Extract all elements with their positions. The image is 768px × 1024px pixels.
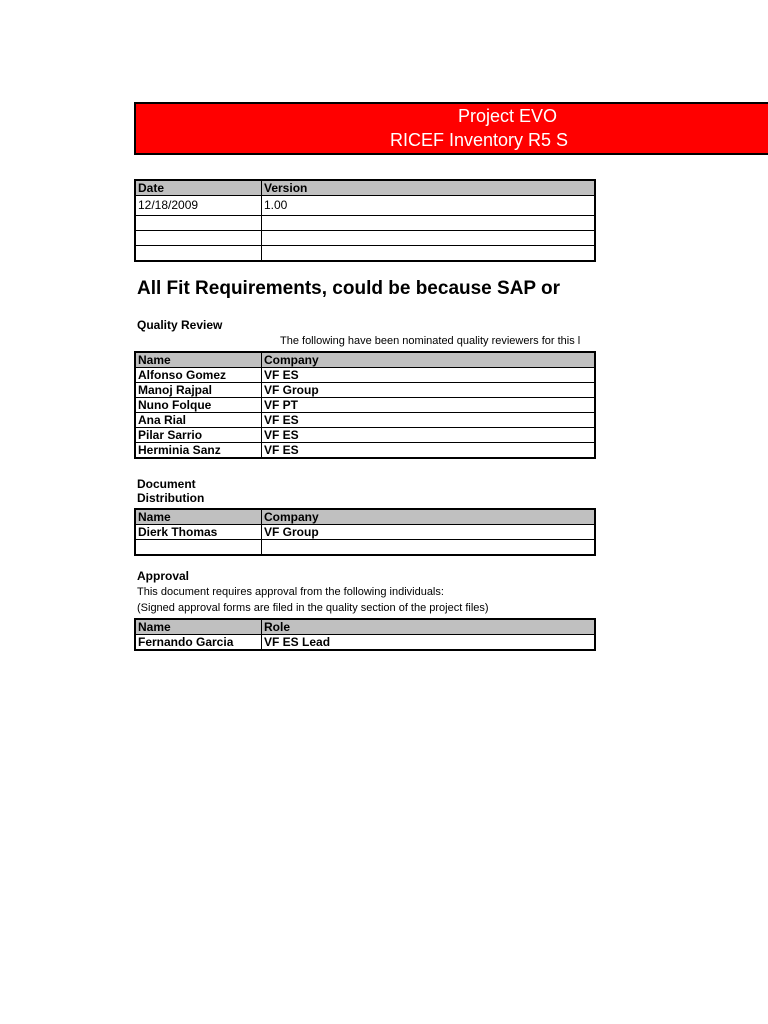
cell-company[interactable]: VF ES	[262, 368, 596, 383]
cell-name[interactable]: Fernando Garcia	[135, 635, 262, 651]
distribution-title-line2: Distribution	[137, 491, 205, 505]
table-row	[135, 398, 595, 413]
header-name: Name	[135, 509, 262, 525]
distribution-title-line1: Document	[137, 477, 196, 491]
cell-name[interactable]	[135, 540, 262, 556]
cell-role[interactable]: VF ES Lead	[262, 635, 596, 651]
table-header-row	[135, 619, 595, 635]
table-row	[135, 540, 595, 556]
table-row	[135, 428, 595, 443]
table-row	[135, 635, 595, 651]
quality-review-title: Quality Review	[137, 318, 223, 332]
distribution-table	[134, 508, 596, 556]
table-row	[135, 413, 595, 428]
cell-name[interactable]: Ana Rial	[135, 413, 262, 428]
cell-company[interactable]: VF ES	[262, 443, 596, 459]
cell-name[interactable]: Alfonso Gomez	[135, 368, 262, 383]
header-date: Date	[135, 180, 262, 196]
cell-company[interactable]: VF ES	[262, 428, 596, 443]
approval-filing-note: (Signed approval forms are filed in the quality section of the project files)	[137, 602, 489, 614]
cell-name[interactable]: Herminia Sanz	[135, 443, 262, 459]
cell-company[interactable]: VF ES	[262, 413, 596, 428]
table-row	[135, 443, 595, 459]
cell-company[interactable]: VF PT	[262, 398, 596, 413]
main-heading: All Fit Requirements, could be because SAP or	[137, 278, 561, 299]
cell-company[interactable]: VF Group	[262, 383, 596, 398]
table-header-row	[135, 509, 595, 525]
cell-date[interactable]: 12/18/2009	[135, 196, 262, 216]
cell-name[interactable]: Nuno Folque	[135, 398, 262, 413]
approval-table	[134, 618, 596, 651]
cell-version[interactable]: 1.00	[262, 196, 596, 216]
table-row	[135, 383, 595, 398]
table-header-row	[135, 352, 595, 368]
approval-note: This document requires approval from the following individuals:	[137, 586, 444, 598]
quality-review-table	[134, 351, 596, 459]
cell-name[interactable]: Manoj Rajpal	[135, 383, 262, 398]
project-title: Project EVO	[458, 106, 558, 126]
header-name: Name	[135, 352, 262, 368]
cell-name[interactable]: Dierk Thomas	[135, 525, 262, 540]
header-company: Company	[262, 352, 596, 368]
table-row	[135, 368, 595, 383]
header-name: Name	[135, 619, 262, 635]
cell-company[interactable]	[262, 540, 596, 556]
quality-review-note: The following have been nominated quality reviewers for this l	[280, 335, 581, 347]
header-company: Company	[262, 509, 596, 525]
cell-name[interactable]: Pilar Sarrio	[135, 428, 262, 443]
header-role: Role	[262, 619, 596, 635]
cell-company[interactable]: VF Group	[262, 525, 596, 540]
header-version: Version	[262, 180, 596, 196]
document-subtitle: RICEF Inventory R5 S	[390, 130, 569, 150]
approval-title: Approval	[137, 569, 190, 583]
table-row	[135, 525, 595, 540]
